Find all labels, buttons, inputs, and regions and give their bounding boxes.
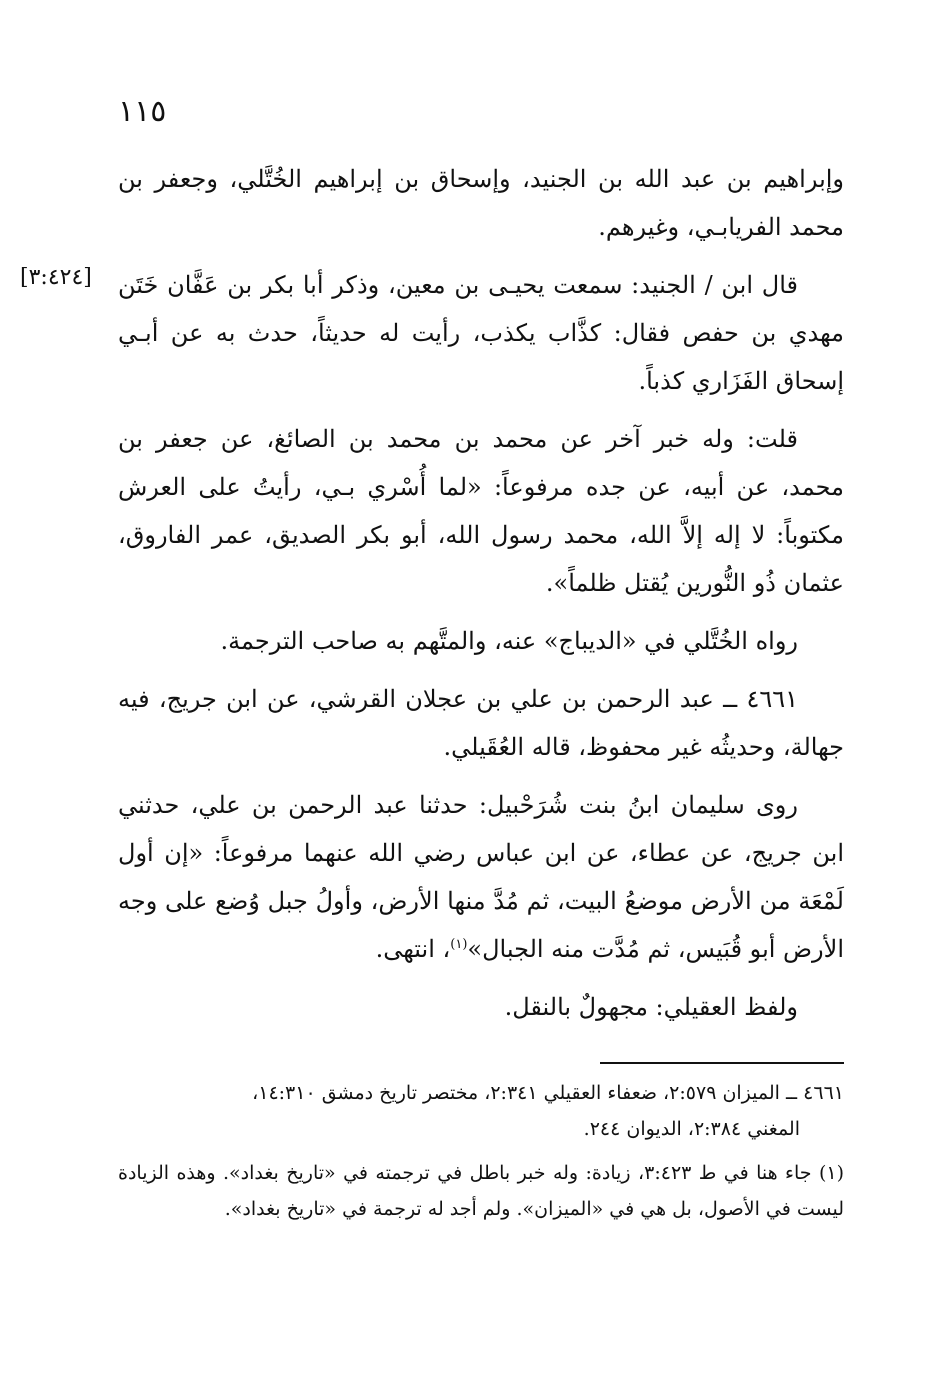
- paragraph-4: رواه الخُتَّلي في «الديباج» عنه، والمتَّهم به صاحب الترجمة.: [220, 627, 798, 655]
- paragraph-7: ولفظ العقيلي: مجهولٌ بالنقل.: [504, 993, 798, 1021]
- paragraph-6: [118, 781, 844, 973]
- main-text: [118, 155, 844, 1041]
- footnotes: [118, 1075, 844, 1235]
- paragraph-2: قال ابن / الجنيد: سمعت يحيـى بن معين، وذكر أبا بكر بن عَفَّان خَتَن مهدي بن حفص فقال: كذَّاب يكذب، رأيت له حديثاً، حدث به عن أبـي إسحاق الفَزَاري كذباً.: [118, 271, 844, 395]
- footnote-4661-line-1: ٤٦٦١ ــ الميزان ٢:٥٧٩، ضعفاء العقيلي ٢:٣٤١، مختصر تاريخ دمشق ١٤:٣١٠،: [252, 1082, 844, 1104]
- paragraph-6-tail: ، انتهى.: [375, 935, 451, 963]
- footnote-divider: [600, 1062, 844, 1064]
- entry-4661-heading: ٤٦٦١ ــ عبد الرحمن بن علي بن عجلان القرشي، عن ابن جريج، فيه جهالة، وحديثُه غير محفوظ، قاله العُقَيلي.: [118, 685, 844, 761]
- paragraph-3: قلت: وله خبر آخر عن محمد بن محمد بن الصائغ، عن جعفر بن محمد، عن أبيه، عن جده مرفوعاً: «لما أُسْري بـي، رأيتُ على العرش مكتوباً: لا إله إلاَّ الله، محمد رسول الله، أبو بكر الصديق، عمر الفاروق، عثمان ذُو النُّورين يُقتل ظلماً».: [118, 425, 844, 597]
- paragraph-6-text: روى سليمان ابنُ بنت شُرَحْبيل: حدثنا عبد الرحمن بن علي، حدثني ابن جريج، عن عطاء، عن ابن عباس رضي الله عنهما مرفوعاً: «إن أول لَمْعَة من الأرض موضعُ البيت، ثم مُدَّ منها الأرض، وأولُ جبل وُضع على وجه الأرض أبو قُبَيس، ثم مُدَّت منه الجبال»: [118, 791, 844, 963]
- footnote-marker: (١): [450, 937, 468, 952]
- margin-reference: [٣:٤٢٤]: [20, 265, 92, 290]
- footnote-4661-line-2: المغني ٢:٣٨٤، الديوان ٢٤٤.: [583, 1118, 800, 1140]
- footnote-4661: [118, 1075, 844, 1147]
- paragraph-1: وإبراهيم بن عبد الله بن الجنيد، وإسحاق بن إبراهيم الخُتَّلي، وجعفر بن محمد الفريابـي، وغيرهم.: [118, 165, 845, 241]
- page-number: ١١٥: [118, 94, 167, 129]
- footnote-1: (١) جاء هنا في ط ٣:٤٢٣، زيادة: وله خبر باطل في ترجمته في «تاريخ بغداد». وهذه الزيادة ليست في الأصول، بل هي في «الميزان». ولم أجد له ترجمة في «تاريخ بغداد».: [118, 1162, 844, 1220]
